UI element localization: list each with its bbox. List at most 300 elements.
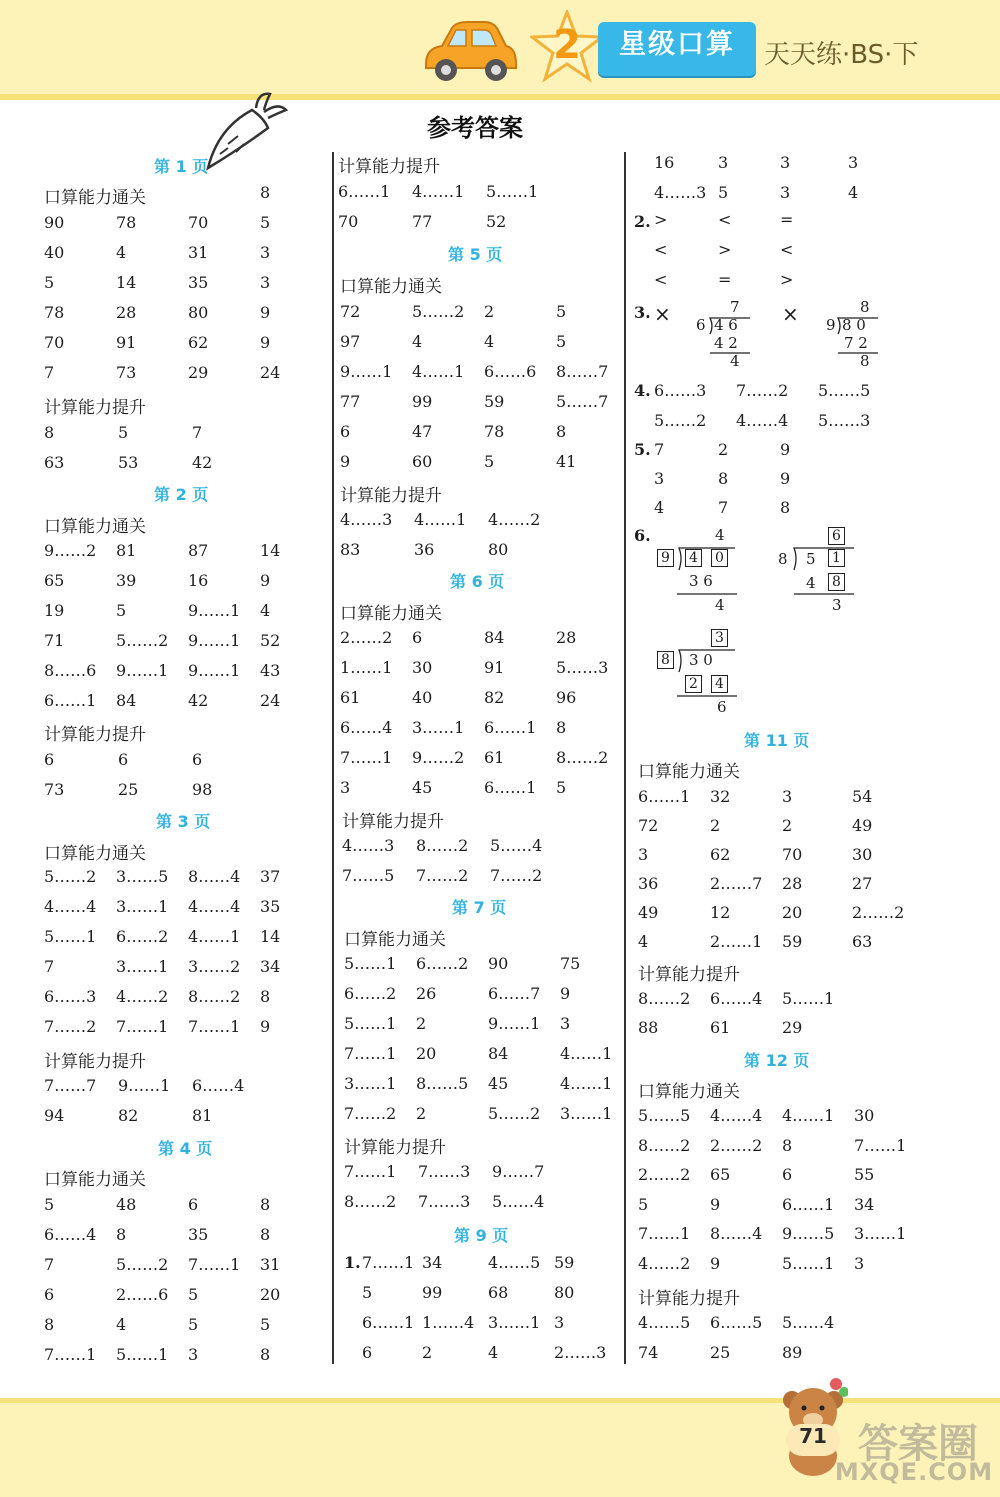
- p2-calc-row: [44, 750, 344, 774]
- q2-compare-cell: <: [654, 270, 668, 289]
- q3-number: 3.: [634, 303, 651, 322]
- p2-oral-row: [44, 661, 344, 685]
- q3-d1-remainder: 4: [730, 352, 740, 370]
- p3-oral-cell: 4……4: [188, 897, 241, 916]
- p7-oral-row: [344, 954, 644, 978]
- p12-oral-cell: 8……2: [638, 1135, 691, 1155]
- p12-oral-cell: 9: [710, 1194, 721, 1214]
- p12-oral-row: [638, 1106, 938, 1130]
- p6-oral-row: [340, 778, 640, 802]
- brand-banner: [598, 22, 756, 76]
- p7-oral-row: [344, 1104, 644, 1128]
- p5-oral-cell: 4: [412, 332, 423, 351]
- p6-calc-cell: 7……2: [416, 866, 469, 885]
- p4-oral-cell: 5……2: [116, 1255, 169, 1274]
- q3-division-1-lines: [690, 298, 760, 370]
- p3-oral-cell: 9: [260, 1017, 271, 1036]
- p3-oral-cell: 7……2: [44, 1017, 97, 1036]
- p6-oral-cell: 5……3: [556, 658, 609, 677]
- p2-oral-cell: 9: [260, 571, 271, 590]
- p3-oral-cell: 3……1: [116, 957, 169, 976]
- p4-oral-row: [44, 1255, 344, 1279]
- p12-oral-cell: 7……1: [638, 1224, 691, 1243]
- p1-oral-cell: 31: [188, 243, 209, 262]
- section-calc-p5pre: 计算能力提升: [338, 157, 440, 177]
- q3-mark-1: ×: [654, 302, 671, 326]
- p1-oral-cell: 90: [44, 213, 65, 232]
- p9-q1-cell: 7……1: [362, 1253, 415, 1272]
- q6-d3-product-b-box: 4: [711, 675, 728, 693]
- p11-oral-cell: 70: [782, 845, 803, 864]
- p5-oral-cell: 47: [412, 422, 433, 441]
- p6-oral-row: [340, 658, 640, 682]
- q4-cell: 4……4: [736, 411, 789, 430]
- page-heading-3: 第 3 页: [156, 812, 211, 831]
- q5-cell: 9: [780, 469, 791, 488]
- q3-mark-2: ×: [782, 302, 799, 326]
- section-oral-1: 口算能力通关: [44, 188, 146, 208]
- p6-oral-cell: 1……1: [340, 658, 393, 677]
- p5pre-calc-cell: 4……1: [412, 182, 465, 201]
- q6-d2-divisor: 8: [778, 550, 788, 568]
- p5-oral-row: [340, 422, 640, 446]
- p6-oral-cell: 6……1: [484, 718, 537, 737]
- p3-oral-cell: 4……2: [116, 987, 169, 1006]
- p11-calc-row: [638, 1018, 938, 1042]
- q6-d2-dividend-a: 5: [806, 550, 816, 568]
- p11-oral-cell: 12: [710, 903, 731, 922]
- p6-calc-cell: 7……2: [490, 866, 543, 885]
- p4-oral-row: [44, 1225, 344, 1249]
- p7-calc-row: [344, 1192, 644, 1216]
- carrot-doodle-icon: [198, 88, 290, 174]
- p12-calc-cell: 25: [710, 1343, 731, 1362]
- q2-number: 2.: [634, 212, 651, 231]
- p5-oral-cell: 4……1: [412, 362, 465, 381]
- p12-oral-cell: 7……1: [854, 1135, 907, 1155]
- p6-calc-cell: 4……3: [342, 836, 395, 855]
- p2-oral-cell: 14: [260, 541, 281, 560]
- p1-oral-cell: 73: [116, 363, 137, 382]
- p5pre-calc-cell: 70: [338, 212, 359, 231]
- p2-calc-cell: 6: [118, 750, 129, 769]
- section-oral-12: 口算能力通关: [638, 1082, 740, 1102]
- p2-oral-cell: 71: [44, 631, 65, 650]
- p12-oral-cell: 6: [782, 1165, 793, 1184]
- p5-oral-row: [340, 362, 640, 386]
- p4-oral-cell: 5……1: [116, 1345, 169, 1364]
- p12-oral-cell: 5……5: [638, 1106, 691, 1125]
- p6-oral-cell: 40: [412, 688, 433, 707]
- q3-d1-dividend: 4 6: [714, 316, 738, 334]
- p2-oral-cell: 84: [116, 691, 137, 710]
- page-heading-7: 第 7 页: [452, 898, 507, 917]
- p9-q1-cell: 34: [422, 1253, 443, 1272]
- p6-oral-cell: 96: [556, 688, 577, 707]
- p12-oral-cell: 2……2: [638, 1165, 691, 1184]
- p12-oral-cell: 34: [854, 1194, 875, 1214]
- p6-calc-cell: 8……2: [416, 836, 469, 855]
- p2-calc-cell: 6: [192, 750, 203, 769]
- section-calc-2: 计算能力提升: [44, 725, 146, 745]
- p9-q1-row: [362, 1253, 662, 1277]
- q3-d2-divisor: 9: [826, 316, 836, 334]
- q6-division-1-lines: [655, 526, 745, 616]
- p6-oral-cell: 7……1: [340, 748, 393, 767]
- p5-oral-row: [340, 332, 640, 356]
- p1-oral-row: [44, 273, 344, 297]
- q2-compare-cell: >: [780, 270, 794, 289]
- document-title: 参考答案: [427, 114, 523, 142]
- section-calc-1: 计算能力提升: [44, 398, 146, 418]
- p1-oral-cell: 62: [188, 333, 209, 352]
- p12-oral-cell: 2……2: [710, 1135, 763, 1155]
- p3-oral-cell: 35: [260, 897, 281, 916]
- p3-calc-cell: 9……1: [118, 1076, 171, 1095]
- p11-oral-cell: 3: [638, 845, 649, 864]
- p11-oral-cell: 62: [710, 845, 731, 864]
- p2-calc-row: [44, 780, 344, 804]
- p7-oral-cell: 6……2: [416, 954, 469, 973]
- p2-oral-cell: 39: [116, 571, 137, 590]
- section-calc-11: 计算能力提升: [638, 965, 740, 985]
- p2-oral-cell: 87: [188, 541, 209, 560]
- q5-row: [654, 440, 954, 464]
- p5-oral-cell: 5……7: [556, 392, 609, 411]
- page-heading-2: 第 2 页: [154, 485, 209, 504]
- page-heading-5: 第 5 页: [448, 245, 503, 264]
- p3-oral-cell: 8……4: [188, 867, 241, 886]
- page-heading-4: 第 4 页: [158, 1139, 213, 1158]
- p4-oral-cell: 31: [260, 1255, 281, 1274]
- p4-oral-row: [44, 1195, 344, 1219]
- p12-oral-cell: 8: [782, 1135, 793, 1155]
- p1-oral-cell: 3: [260, 243, 271, 262]
- p2-oral-cell: 4: [260, 601, 271, 620]
- p3-calc-row: [44, 1106, 344, 1130]
- p12-oral-cell: 4……1: [782, 1106, 835, 1125]
- p4-oral-cell: 8: [260, 1195, 271, 1214]
- p3-oral-row: [44, 897, 344, 921]
- p5-oral-cell: 6: [340, 422, 351, 441]
- p4-oral-cell: 6: [44, 1285, 55, 1304]
- p7-oral-cell: 6……2: [344, 984, 397, 1003]
- p11-oral-cell: 54: [852, 787, 873, 806]
- p4-oral-row: [44, 1285, 344, 1309]
- p6-oral-row: [340, 628, 640, 652]
- p7-calc-cell: 7……1: [344, 1162, 397, 1181]
- p6-oral-cell: 6……4: [340, 718, 393, 737]
- q2-compare-row: [654, 270, 954, 294]
- q1-tail-cell: 4: [848, 183, 859, 202]
- p2-oral-cell: 9……1: [116, 661, 169, 680]
- q2-compare-cell: >: [654, 210, 668, 229]
- p4-oral-cell: 35: [188, 1225, 209, 1244]
- p5-calc-cell: 83: [340, 540, 361, 559]
- p9-q1-cell: 6……1: [362, 1313, 415, 1332]
- p7-oral-row: [344, 984, 644, 1008]
- p9-q1-cell: 68: [488, 1283, 509, 1302]
- p11-oral-cell: 72: [638, 816, 659, 835]
- p11-oral-row: [638, 845, 938, 869]
- p3-oral-row: [44, 1017, 344, 1041]
- p12-oral-row: [638, 1136, 938, 1160]
- p4-oral-cell: 7……1: [44, 1345, 97, 1364]
- p7-oral-cell: 45: [488, 1074, 509, 1093]
- p12-oral-cell: 6……1: [782, 1194, 835, 1214]
- p9-q1-cell: 2: [422, 1343, 433, 1362]
- p4-oral-cell: 5: [260, 1315, 271, 1334]
- q5-cell: 8: [718, 469, 729, 488]
- p7-oral-cell: 9……1: [488, 1014, 541, 1033]
- q3-d2-remainder: 8: [860, 352, 870, 370]
- p6-calc-cell: 7……5: [342, 866, 395, 885]
- watermark-text: 答案圈: [858, 1421, 978, 1467]
- p7-oral-row: [344, 1044, 644, 1068]
- q4-cell: 7……2: [736, 381, 789, 400]
- p4-oral-row: [44, 1315, 344, 1339]
- p1-oral-cell: 35: [188, 273, 209, 292]
- section-calc-7: 计算能力提升: [344, 1138, 446, 1158]
- p5-oral-cell: 2: [484, 302, 495, 321]
- q1-tail-cell: 3: [718, 153, 729, 172]
- q6-division-2-lines: [776, 526, 866, 616]
- p11-calc-cell: 88: [638, 1018, 659, 1037]
- p2-oral-cell: 9……2: [44, 541, 97, 560]
- p3-oral-cell: 8……2: [188, 987, 241, 1006]
- p5-calc-cell: 36: [414, 540, 435, 559]
- page-number: 71: [786, 1424, 840, 1456]
- p3-oral-cell: 3……5: [116, 867, 169, 886]
- q2-compare-row: [654, 240, 954, 264]
- p6-oral-cell: 8: [556, 718, 567, 737]
- p11-oral-cell: 4: [638, 932, 649, 951]
- q5-number: 5.: [634, 440, 651, 459]
- p4-oral-cell: 7……1: [188, 1255, 241, 1274]
- p2-calc-cell: 6: [44, 750, 55, 769]
- p6-calc-row: [342, 866, 642, 890]
- p1-oral-cell: 78: [44, 303, 65, 322]
- p11-oral-row: [638, 932, 938, 956]
- p6-oral-cell: 84: [484, 628, 505, 647]
- q4-cell: 6……3: [654, 381, 707, 400]
- q5-cell: 8: [780, 498, 791, 517]
- p7-calc-cell: 7……3: [418, 1192, 471, 1211]
- q1-tail-cell: 3: [848, 153, 859, 172]
- p2-oral-cell: 9……1: [188, 601, 241, 620]
- p6-oral-cell: 6: [412, 628, 423, 647]
- p9-q1-cell: 6: [362, 1343, 373, 1362]
- p7-oral-cell: 9: [560, 984, 571, 1003]
- p5-oral-cell: 97: [340, 332, 361, 351]
- p6-oral-cell: 3……1: [412, 718, 465, 737]
- p2-oral-cell: 16: [188, 571, 209, 590]
- q2-compare-cell: <: [654, 240, 668, 259]
- p2-oral-cell: 24: [260, 691, 281, 710]
- p3-oral-cell: 5……1: [44, 927, 97, 946]
- p4-oral-cell: 8: [260, 1345, 271, 1364]
- p3-oral-cell: 3……1: [116, 897, 169, 916]
- p3-oral-cell: 3……2: [188, 957, 241, 976]
- p6-oral-cell: 3: [340, 778, 351, 797]
- p6-oral-row: [340, 748, 640, 772]
- p3-calc-cell: 6……4: [192, 1076, 245, 1095]
- q4-row: [654, 381, 954, 405]
- p7-oral-cell: 2: [416, 1014, 427, 1033]
- q2-compare-cell: <: [780, 240, 794, 259]
- p11-calc-cell: 6……4: [710, 989, 763, 1008]
- p12-calc-cell: 4……5: [638, 1313, 691, 1332]
- p11-oral-row: [638, 903, 938, 927]
- p6-oral-row: [340, 688, 640, 712]
- p6-oral-row: [340, 718, 640, 742]
- p9-q1-row: [362, 1343, 662, 1367]
- p9-q1-cell: 3……1: [488, 1313, 541, 1332]
- p3-oral-cell: 7……1: [116, 1017, 169, 1036]
- section-oral-6: 口算能力通关: [340, 604, 442, 624]
- p5-oral-cell: 5: [556, 332, 567, 351]
- p1-calc-cell: 53: [118, 453, 139, 472]
- p11-oral-cell: 6……1: [638, 787, 691, 806]
- section-calc-12: 计算能力提升: [638, 1289, 740, 1309]
- p5-calc-row: [340, 540, 640, 564]
- p5-oral-cell: 5: [556, 302, 567, 321]
- q6-d2-dividend-b-box: 1: [828, 549, 845, 567]
- page-heading-9: 第 9 页: [454, 1226, 509, 1245]
- p11-calc-cell: 5……1: [782, 989, 835, 1008]
- p12-calc-row: [638, 1313, 938, 1337]
- p7-oral-cell: 75: [560, 954, 581, 973]
- p3-oral-cell: 7: [44, 957, 55, 976]
- p3-oral-row: [44, 927, 344, 951]
- q4-cell: 5……3: [818, 411, 871, 430]
- p5-oral-cell: 77: [340, 392, 361, 411]
- p11-calc-cell: 61: [710, 1018, 731, 1037]
- p7-calc-cell: 9……7: [492, 1162, 545, 1181]
- p3-oral-cell: 4……1: [188, 927, 241, 946]
- p9-q1-row: [362, 1283, 662, 1307]
- q6-d3-quotient-box: 3: [711, 629, 728, 647]
- p9-q1-cell: 5: [362, 1283, 373, 1302]
- p9-q1-row: [362, 1313, 662, 1337]
- section-oral-4: 口算能力通关: [44, 1170, 146, 1190]
- p1-calc-row: [44, 423, 344, 447]
- section-calc-3: 计算能力提升: [44, 1052, 146, 1072]
- p4-oral-cell: 4: [116, 1315, 127, 1334]
- p12-oral-cell: 30: [854, 1106, 875, 1125]
- p1-calc-row: [44, 453, 344, 477]
- q2-compare-cell: =: [718, 270, 732, 289]
- q6-d2-quotient-box: 6: [828, 527, 845, 545]
- p3-oral-row: [44, 987, 344, 1011]
- p5-calc-cell: 4……2: [488, 510, 541, 529]
- p11-oral-cell: 28: [782, 874, 803, 893]
- p11-oral-cell: 27: [852, 874, 873, 893]
- p5-oral-cell: 72: [340, 302, 361, 321]
- p9-q1-cell: 59: [554, 1253, 575, 1272]
- p1-oral-row: [44, 213, 344, 237]
- p11-oral-cell: 3: [782, 787, 793, 806]
- p9-q1-cell: 99: [422, 1283, 443, 1302]
- p1-oral-cell: 80: [188, 303, 209, 322]
- p6-oral-cell: 82: [484, 688, 505, 707]
- p7-oral-cell: 5……1: [344, 954, 397, 973]
- p2-oral-cell: 19: [44, 601, 65, 620]
- p7-oral-row: [344, 1074, 644, 1098]
- p7-calc-cell: 7……3: [418, 1162, 471, 1181]
- p5-oral-cell: 8: [556, 422, 567, 441]
- p6-oral-cell: 9……2: [412, 748, 465, 767]
- q2-compare-cell: <: [718, 210, 732, 229]
- p1-oral-cell: 40: [44, 243, 65, 262]
- p5-oral-cell: 4: [484, 332, 495, 351]
- page-heading-11: 第 11 页: [744, 731, 810, 750]
- q6-d3-divisor-box: 8: [657, 651, 674, 669]
- p5-calc-row: [340, 510, 640, 534]
- q3-d2-product: 7 2: [844, 334, 868, 352]
- q3-division-2-lines: [822, 298, 892, 370]
- p2-oral-cell: 6……1: [44, 691, 97, 710]
- p5pre-calc-cell: 5……1: [486, 182, 539, 201]
- p1-oral-cell: 7: [44, 363, 55, 382]
- p7-oral-cell: 6……7: [488, 984, 541, 1003]
- q5-cell: 4: [654, 498, 665, 517]
- p7-oral-cell: 26: [416, 984, 437, 1003]
- page-heading-1: 第 1 页: [154, 157, 209, 176]
- p3-oral-cell: 8: [260, 987, 271, 1006]
- p5-calc-cell: 80: [488, 540, 509, 559]
- p4-oral-cell: 20: [260, 1285, 281, 1304]
- p12-calc-cell: 74: [638, 1343, 659, 1362]
- p3-oral-cell: 7……1: [188, 1017, 241, 1036]
- p3-calc-cell: 81: [192, 1106, 213, 1125]
- p5-oral-cell: 9: [340, 452, 351, 471]
- p11-oral-cell: 49: [852, 816, 873, 835]
- p4-oral-cell: 6: [188, 1195, 199, 1214]
- p9-q1-cell: 3: [554, 1313, 565, 1332]
- p1-oral-cell: 8: [260, 183, 271, 202]
- p7-oral-cell: 84: [488, 1044, 509, 1063]
- q5-row: [654, 498, 954, 522]
- p7-oral-cell: 8……5: [416, 1074, 469, 1093]
- p7-calc-cell: 8……2: [344, 1192, 397, 1211]
- p11-oral-row: [638, 787, 938, 811]
- section-oral-2: 口算能力通关: [44, 517, 146, 537]
- p2-oral-cell: 5: [116, 601, 127, 620]
- p3-calc-cell: 82: [118, 1106, 139, 1125]
- page-heading-12: 第 12 页: [744, 1051, 810, 1070]
- p5-oral-cell: 99: [412, 392, 433, 411]
- p7-oral-cell: 5……1: [344, 1014, 397, 1033]
- p6-oral-cell: 28: [556, 628, 577, 647]
- q6-d1-quotient: 4: [715, 526, 725, 544]
- section-oral-7: 口算能力通关: [344, 930, 446, 950]
- p1-oral-cell: 78: [116, 213, 137, 232]
- p9-q1-cell: 2……3: [554, 1343, 607, 1362]
- section-calc-5: 计算能力提升: [340, 486, 442, 506]
- p4-oral-cell: 8: [116, 1225, 127, 1244]
- p7-oral-cell: 20: [416, 1044, 437, 1063]
- p2-oral-row: [44, 691, 344, 715]
- p6-oral-cell: 8……2: [556, 748, 609, 767]
- p11-oral-cell: 30: [852, 845, 873, 864]
- p5-calc-cell: 4……3: [340, 510, 393, 529]
- badge-number: 2: [553, 22, 581, 68]
- p1-calc-cell: 63: [44, 453, 65, 472]
- p5-oral-cell: 9……1: [340, 362, 393, 381]
- p1-oral-row: [44, 363, 344, 387]
- p9-q1-cell: 4: [488, 1343, 499, 1362]
